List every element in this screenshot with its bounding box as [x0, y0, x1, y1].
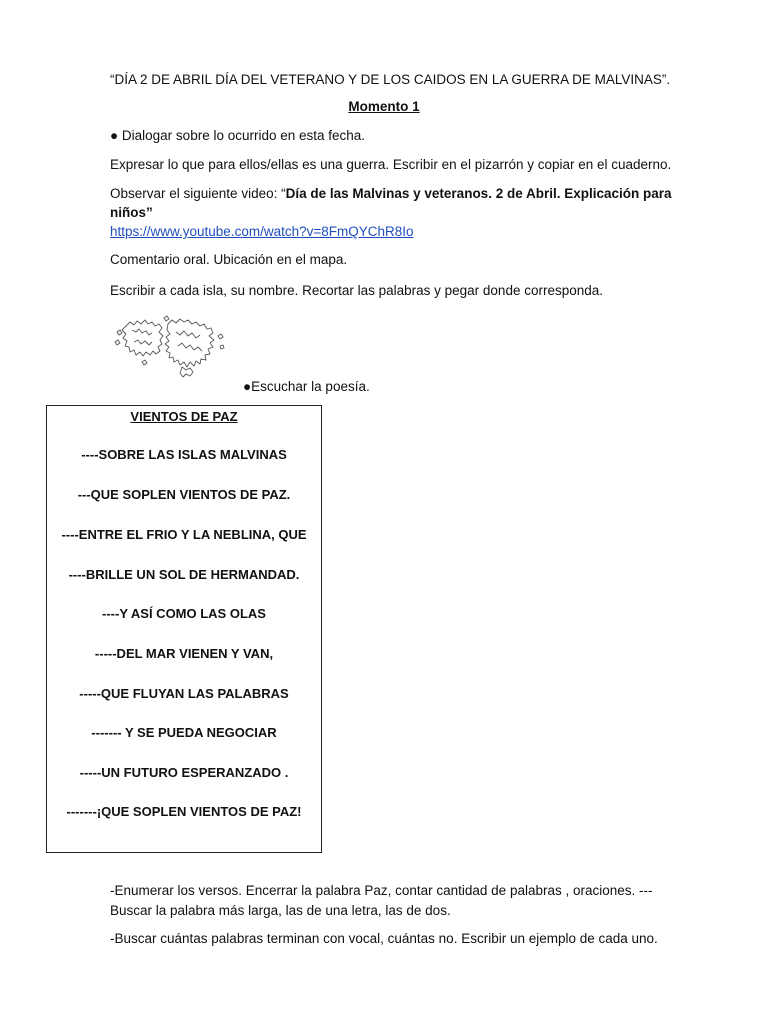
activity-1-line1: -Enumerar los versos. Encerrar la palabra Paz, contar cantidad de palabras , oraciones. --- — [110, 883, 653, 898]
malvinas-islands-map-icon — [112, 312, 234, 382]
paragraph-expresar: Expresar lo que para ellos/ellas es una guerra. Escribir en el pizarrón y copiar en el cuaderno. — [110, 157, 672, 172]
activity-2: -Buscar cuántas palabras terminan con vocal, cuántas no. Escribir un ejemplo de cada uno. — [110, 931, 658, 946]
video-link-line — [110, 223, 414, 241]
poem-line: -----DEL MAR VIENEN Y VAN, — [94, 646, 274, 661]
video-title-line2: niños” — [110, 205, 153, 220]
paragraph-video-intro — [110, 185, 672, 203]
poem-box — [46, 405, 322, 853]
bullet-dialogar: ● Dialogar sobre lo ocurrido en esta fecha. — [110, 128, 366, 143]
poem-line: ----Y ASÍ COMO LAS OLAS — [102, 606, 266, 621]
paragraph-escribir-isla: Escribir a cada isla, su nombre. Recortar las palabras y pegar donde corresponda. — [110, 283, 604, 298]
poem-title: VIENTOS DE PAZ — [130, 409, 238, 424]
poem-line: ---QUE SOPLEN VIENTOS DE PAZ. — [77, 487, 291, 502]
document-title: “DÍA 2 DE ABRIL DÍA DEL VETERANO Y DE LOS CAIDOS EN LA GUERRA DE MALVINAS”. — [110, 72, 671, 87]
paragraph-comentario: Comentario oral. Ubicación en el mapa. — [110, 252, 348, 267]
video-intro-text: Observar el siguiente video: “ — [110, 186, 286, 201]
poem-line: -------¡QUE SOPLEN VIENTOS DE PAZ! — [66, 804, 302, 819]
video-title-line1: Día de las Malvinas y veteranos. 2 de Abril. Explicación para — [285, 186, 672, 201]
poem-line: -----UN FUTURO ESPERANZADO . — [79, 765, 289, 780]
poem-line: ----ENTRE EL FRIO Y LA NEBLINA, QUE — [61, 527, 307, 542]
activity-1-line2: Buscar la palabra más larga, las de una letra, las de dos. — [110, 903, 451, 918]
poem-line: ----SOBRE LAS ISLAS MALVINAS — [81, 447, 287, 462]
poem-line: -----QUE FLUYAN LAS PALABRAS — [79, 686, 289, 701]
section-heading-momento-1: Momento 1 — [348, 99, 420, 114]
video-link[interactable]: https://www.youtube.com/watch?v=8FmQYChR8Io — [110, 224, 414, 239]
poem-line: ------- Y SE PUEDA NEGOCIAR — [91, 725, 277, 740]
poem-line: ----BRILLE UN SOL DE HERMANDAD. — [68, 567, 300, 582]
bullet-escuchar: ●Escuchar la poesía. — [243, 379, 370, 394]
